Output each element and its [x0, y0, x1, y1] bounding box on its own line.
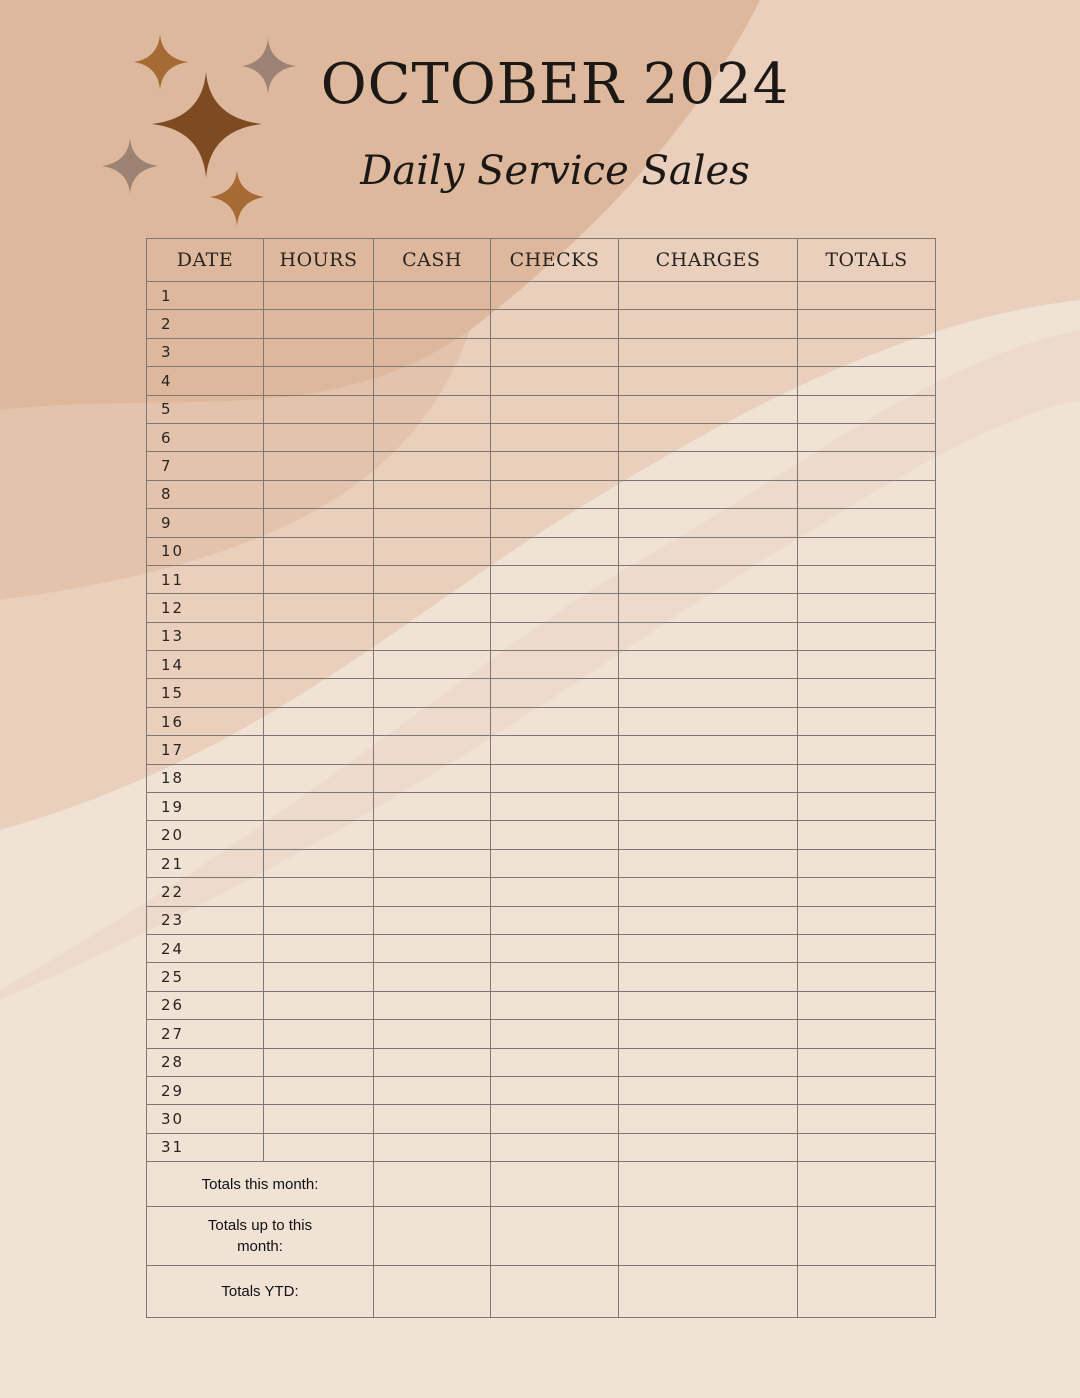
date-cell: 23: [147, 906, 264, 934]
cash-cell[interactable]: [374, 1048, 491, 1076]
table-row-totals-to-date: [147, 1207, 936, 1266]
table-row-totals-month: [147, 1162, 936, 1207]
hours-cell[interactable]: [264, 878, 374, 906]
totals-cell[interactable]: [798, 679, 936, 707]
hours-cell[interactable]: [264, 1020, 374, 1048]
cash-cell[interactable]: [374, 452, 491, 480]
charges-cell[interactable]: [619, 452, 798, 480]
charges-cell[interactable]: [619, 764, 798, 792]
table-row: [147, 764, 936, 792]
checks-cell[interactable]: [491, 594, 619, 622]
cash-cell[interactable]: [374, 1076, 491, 1104]
checks-cell[interactable]: [491, 310, 619, 338]
hours-cell[interactable]: [264, 1048, 374, 1076]
date-cell: 15: [147, 679, 264, 707]
table-row: [147, 1105, 936, 1133]
totals-cell[interactable]: [798, 338, 936, 366]
hours-cell[interactable]: [264, 452, 374, 480]
checks-cell[interactable]: [491, 934, 619, 962]
table-header-row: [147, 239, 936, 282]
hours-cell[interactable]: [264, 622, 374, 650]
checks-cell[interactable]: [491, 793, 619, 821]
sparkle-icon: [102, 138, 158, 194]
date-cell: 24: [147, 934, 264, 962]
totals-cell[interactable]: [798, 1266, 936, 1318]
table-row: [147, 963, 936, 991]
cash-cell[interactable]: [374, 282, 491, 310]
date-cell: 8: [147, 480, 264, 508]
table-row: [147, 452, 936, 480]
charges-cell[interactable]: [619, 594, 798, 622]
table-row: [147, 423, 936, 451]
charges-cell[interactable]: [619, 906, 798, 934]
totals-cell[interactable]: [798, 991, 936, 1019]
checks-cell[interactable]: [491, 622, 619, 650]
hours-cell[interactable]: [264, 282, 374, 310]
checks-cell[interactable]: [491, 1133, 619, 1161]
date-cell: 19: [147, 793, 264, 821]
cash-cell[interactable]: [374, 906, 491, 934]
table-row: [147, 565, 936, 593]
date-cell: 14: [147, 651, 264, 679]
column-header-charges: CHARGES: [619, 239, 798, 282]
date-cell: 18: [147, 764, 264, 792]
hours-cell[interactable]: [264, 537, 374, 565]
totals-cell[interactable]: [798, 622, 936, 650]
charges-cell[interactable]: [619, 793, 798, 821]
date-cell: 12: [147, 594, 264, 622]
hours-cell[interactable]: [264, 395, 374, 423]
hours-cell[interactable]: [264, 367, 374, 395]
date-cell: 17: [147, 736, 264, 764]
table-row: [147, 537, 936, 565]
date-cell: 29: [147, 1076, 264, 1104]
column-header-hours: HOURS: [264, 239, 374, 282]
totals-cell[interactable]: [798, 963, 936, 991]
hours-cell[interactable]: [264, 423, 374, 451]
cash-cell[interactable]: [374, 367, 491, 395]
cash-cell[interactable]: [374, 764, 491, 792]
checks-cell[interactable]: [491, 1105, 619, 1133]
date-cell: 28: [147, 1048, 264, 1076]
checks-cell[interactable]: [491, 651, 619, 679]
charges-cell[interactable]: [619, 310, 798, 338]
cash-cell[interactable]: [374, 793, 491, 821]
charges-cell[interactable]: [619, 849, 798, 877]
table-row: [147, 679, 936, 707]
totals-row-label: Totals YTD:: [147, 1266, 374, 1318]
checks-cell[interactable]: [491, 509, 619, 537]
totals-cell[interactable]: [798, 736, 936, 764]
charges-cell[interactable]: [619, 651, 798, 679]
charges-cell[interactable]: [619, 1105, 798, 1133]
date-cell: 22: [147, 878, 264, 906]
cash-cell[interactable]: [374, 934, 491, 962]
table-row: [147, 878, 936, 906]
charges-cell[interactable]: [619, 480, 798, 508]
charges-cell[interactable]: [619, 537, 798, 565]
cash-cell[interactable]: [374, 338, 491, 366]
charges-cell[interactable]: [619, 1207, 798, 1266]
checks-cell[interactable]: [491, 367, 619, 395]
date-cell: 13: [147, 622, 264, 650]
charges-cell[interactable]: [619, 1076, 798, 1104]
totals-cell[interactable]: [798, 707, 936, 735]
sparkle-icon: [152, 72, 262, 178]
column-header-cash: CASH: [374, 239, 491, 282]
checks-cell[interactable]: [491, 906, 619, 934]
table-row: [147, 906, 936, 934]
hours-cell[interactable]: [264, 764, 374, 792]
checks-cell[interactable]: [491, 565, 619, 593]
cash-cell[interactable]: [374, 963, 491, 991]
cash-cell[interactable]: [374, 1162, 491, 1207]
checks-cell[interactable]: [491, 537, 619, 565]
checks-cell[interactable]: [491, 849, 619, 877]
table-row: [147, 934, 936, 962]
column-header-date: DATE: [147, 239, 264, 282]
sales-table: [146, 238, 936, 1318]
hours-cell[interactable]: [264, 651, 374, 679]
totals-cell[interactable]: [798, 821, 936, 849]
checks-cell[interactable]: [491, 1048, 619, 1076]
table-row: [147, 821, 936, 849]
checks-cell[interactable]: [491, 679, 619, 707]
hours-cell[interactable]: [264, 509, 374, 537]
checks-cell[interactable]: [491, 338, 619, 366]
totals-cell[interactable]: [798, 906, 936, 934]
totals-cell[interactable]: [798, 1207, 936, 1266]
checks-cell[interactable]: [491, 282, 619, 310]
date-cell: 5: [147, 395, 264, 423]
hours-cell[interactable]: [264, 963, 374, 991]
checks-cell[interactable]: [491, 821, 619, 849]
sparkles-decoration: [0, 0, 320, 240]
cash-cell[interactable]: [374, 1105, 491, 1133]
table-row: [147, 1020, 936, 1048]
checks-cell[interactable]: [491, 963, 619, 991]
cash-cell[interactable]: [374, 594, 491, 622]
cash-cell[interactable]: [374, 537, 491, 565]
cash-cell[interactable]: [374, 423, 491, 451]
charges-cell[interactable]: [619, 934, 798, 962]
totals-cell[interactable]: [798, 480, 936, 508]
table-row: [147, 480, 936, 508]
cash-cell[interactable]: [374, 991, 491, 1019]
column-header-checks: CHECKS: [491, 239, 619, 282]
hours-cell[interactable]: [264, 736, 374, 764]
cash-cell[interactable]: [374, 679, 491, 707]
table-row: [147, 707, 936, 735]
page-title: OCTOBER 2024: [320, 52, 790, 117]
hours-cell[interactable]: [264, 310, 374, 338]
charges-cell[interactable]: [619, 1266, 798, 1318]
date-cell: 30: [147, 1105, 264, 1133]
date-cell: 4: [147, 367, 264, 395]
table-row: [147, 282, 936, 310]
hours-cell[interactable]: [264, 991, 374, 1019]
totals-cell[interactable]: [798, 310, 936, 338]
checks-cell[interactable]: [491, 452, 619, 480]
table-row: [147, 367, 936, 395]
hours-cell[interactable]: [264, 934, 374, 962]
totals-cell[interactable]: [798, 282, 936, 310]
date-cell: 16: [147, 707, 264, 735]
table-row: [147, 1076, 936, 1104]
date-cell: 11: [147, 565, 264, 593]
charges-cell[interactable]: [619, 878, 798, 906]
totals-cell[interactable]: [798, 1048, 936, 1076]
totals-cell[interactable]: [798, 878, 936, 906]
hours-cell[interactable]: [264, 338, 374, 366]
date-cell: 6: [147, 423, 264, 451]
hours-cell[interactable]: [264, 707, 374, 735]
date-cell: 1: [147, 282, 264, 310]
charges-cell[interactable]: [619, 991, 798, 1019]
cash-cell[interactable]: [374, 707, 491, 735]
cash-cell[interactable]: [374, 480, 491, 508]
table-row-totals-ytd: [147, 1266, 936, 1318]
cash-cell[interactable]: [374, 821, 491, 849]
charges-cell[interactable]: [619, 1133, 798, 1161]
day-rows: [147, 282, 936, 1162]
table-row: [147, 310, 936, 338]
cash-cell[interactable]: [374, 736, 491, 764]
hours-cell[interactable]: [264, 793, 374, 821]
totals-cell[interactable]: [798, 452, 936, 480]
date-cell: 25: [147, 963, 264, 991]
page-subtitle: Daily Service Sales: [360, 148, 750, 194]
totals-cell[interactable]: [798, 537, 936, 565]
charges-cell[interactable]: [619, 736, 798, 764]
hours-cell[interactable]: [264, 480, 374, 508]
charges-cell[interactable]: [619, 509, 798, 537]
totals-cell[interactable]: [798, 651, 936, 679]
totals-rows: [147, 1162, 936, 1318]
charges-cell[interactable]: [619, 1048, 798, 1076]
date-cell: 27: [147, 1020, 264, 1048]
sparkle-icon: [134, 34, 188, 90]
cash-cell[interactable]: [374, 565, 491, 593]
totals-cell[interactable]: [798, 793, 936, 821]
table-row: [147, 338, 936, 366]
charges-cell[interactable]: [619, 1020, 798, 1048]
table-row: [147, 651, 936, 679]
totals-cell[interactable]: [798, 849, 936, 877]
charges-cell[interactable]: [619, 622, 798, 650]
hours-cell[interactable]: [264, 679, 374, 707]
totals-row-label: Totals this month:: [147, 1162, 374, 1207]
totals-row-label: Totals up to this month:: [147, 1207, 374, 1266]
column-header-totals: TOTALS: [798, 239, 936, 282]
checks-cell[interactable]: [491, 736, 619, 764]
checks-cell[interactable]: [491, 1162, 619, 1207]
sparkle-icon: [210, 170, 264, 226]
table-row: [147, 736, 936, 764]
totals-cell[interactable]: [798, 1020, 936, 1048]
date-cell: 10: [147, 537, 264, 565]
checks-cell[interactable]: [491, 1020, 619, 1048]
cash-cell[interactable]: [374, 509, 491, 537]
charges-cell[interactable]: [619, 565, 798, 593]
totals-cell[interactable]: [798, 423, 936, 451]
table-row: [147, 793, 936, 821]
checks-cell[interactable]: [491, 1266, 619, 1318]
hours-cell[interactable]: [264, 1076, 374, 1104]
charges-cell[interactable]: [619, 679, 798, 707]
date-cell: 20: [147, 821, 264, 849]
totals-cell[interactable]: [798, 594, 936, 622]
cash-cell[interactable]: [374, 622, 491, 650]
totals-cell[interactable]: [798, 1076, 936, 1104]
checks-cell[interactable]: [491, 878, 619, 906]
totals-cell[interactable]: [798, 395, 936, 423]
table-row: [147, 594, 936, 622]
date-cell: 9: [147, 509, 264, 537]
cash-cell[interactable]: [374, 1133, 491, 1161]
cash-cell[interactable]: [374, 849, 491, 877]
cash-cell[interactable]: [374, 395, 491, 423]
hours-cell[interactable]: [264, 1105, 374, 1133]
checks-cell[interactable]: [491, 395, 619, 423]
totals-cell[interactable]: [798, 764, 936, 792]
cash-cell[interactable]: [374, 1207, 491, 1266]
charges-cell[interactable]: [619, 963, 798, 991]
totals-cell[interactable]: [798, 1133, 936, 1161]
checks-cell[interactable]: [491, 1207, 619, 1266]
checks-cell[interactable]: [491, 991, 619, 1019]
totals-cell[interactable]: [798, 367, 936, 395]
date-cell: 3: [147, 338, 264, 366]
checks-cell[interactable]: [491, 764, 619, 792]
totals-cell[interactable]: [798, 1105, 936, 1133]
charges-cell[interactable]: [619, 282, 798, 310]
cash-cell[interactable]: [374, 878, 491, 906]
totals-cell[interactable]: [798, 1162, 936, 1207]
cash-cell[interactable]: [374, 1266, 491, 1318]
table-row: [147, 991, 936, 1019]
sparkle-icon: [242, 38, 296, 94]
table-row: [147, 509, 936, 537]
checks-cell[interactable]: [491, 707, 619, 735]
table-row: [147, 395, 936, 423]
date-cell: 26: [147, 991, 264, 1019]
date-cell: 2: [147, 310, 264, 338]
checks-cell[interactable]: [491, 480, 619, 508]
hours-cell[interactable]: [264, 849, 374, 877]
totals-cell[interactable]: [798, 934, 936, 962]
cash-cell[interactable]: [374, 651, 491, 679]
checks-cell[interactable]: [491, 1076, 619, 1104]
totals-cell[interactable]: [798, 565, 936, 593]
cash-cell[interactable]: [374, 310, 491, 338]
table-row: [147, 1133, 936, 1161]
charges-cell[interactable]: [619, 821, 798, 849]
charges-cell[interactable]: [619, 423, 798, 451]
charges-cell[interactable]: [619, 338, 798, 366]
hours-cell[interactable]: [264, 1133, 374, 1161]
charges-cell[interactable]: [619, 707, 798, 735]
hours-cell[interactable]: [264, 594, 374, 622]
charges-cell[interactable]: [619, 1162, 798, 1207]
charges-cell[interactable]: [619, 395, 798, 423]
table-row: [147, 622, 936, 650]
hours-cell[interactable]: [264, 821, 374, 849]
date-cell: 7: [147, 452, 264, 480]
table-row: [147, 1048, 936, 1076]
date-cell: 21: [147, 849, 264, 877]
totals-cell[interactable]: [798, 509, 936, 537]
cash-cell[interactable]: [374, 1020, 491, 1048]
charges-cell[interactable]: [619, 367, 798, 395]
checks-cell[interactable]: [491, 423, 619, 451]
date-cell: 31: [147, 1133, 264, 1161]
hours-cell[interactable]: [264, 565, 374, 593]
table-row: [147, 849, 936, 877]
hours-cell[interactable]: [264, 906, 374, 934]
